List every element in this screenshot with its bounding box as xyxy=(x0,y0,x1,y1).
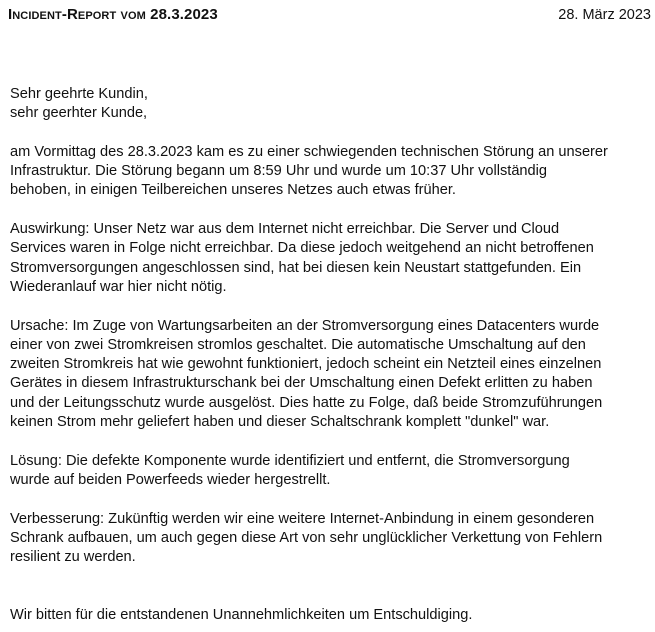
paragraph-line: Wiederanlauf war hier nicht nötig. xyxy=(10,278,227,295)
letter-body xyxy=(10,85,653,625)
paragraph-line: behoben, in einigen Teilbereichen unseres Netzes auch etwas früher. xyxy=(10,182,456,199)
paragraph-closing xyxy=(10,606,653,625)
paragraph-line: Wir bitten für die entstandenen Unannehmlichkeiten um Entschuldiging. xyxy=(10,607,473,624)
report-date: 28. März 2023 xyxy=(558,7,651,23)
paragraph-line: Infrastruktur. Die Störung begann um 8:59 Uhr und wurde um 10:37 Uhr vollständig xyxy=(10,163,548,180)
paragraph-solution xyxy=(10,452,653,491)
paragraph-line: Auswirkung: Unser Netz war aus dem Internet nicht erreichbar. Die Server und Cloud xyxy=(10,221,560,238)
report-title: Incident-Report vom 28.3.2023 xyxy=(8,6,218,23)
paragraph-line: Lösung: Die defekte Komponente wurde identifiziert und entfernt, die Stromversorgung xyxy=(10,452,570,469)
paragraph-line: zweiten Stromkreis hat wie gewohnt funktioniert, jedoch scheint ein Netzteil eines einzelnen xyxy=(10,356,602,373)
document-header xyxy=(8,6,651,30)
paragraph-line: Ursache: Im Zuge von Wartungsarbeiten an der Stromversorgung eines Datacenters wurde xyxy=(10,317,600,334)
paragraph-improvement xyxy=(10,510,653,568)
paragraph-line: Gerätes in diesem Infrastrukturschank bei der Umschaltung einen Defekt erlitten zu haben xyxy=(10,375,593,392)
paragraph-line: und der Leitungsschutz wurde ausgelöst. Dies hatte zu Folge, daß beide Stromzuführungen xyxy=(10,394,603,411)
paragraph-line: Schrank aufbauen, um auch gegen diese Art von sehr unglücklicher Verkettung von Fehlern xyxy=(10,529,603,546)
salutation-line: sehr geerhter Kunde, xyxy=(10,105,148,122)
salutation-line: Sehr geehrte Kundin, xyxy=(10,86,148,102)
salutation xyxy=(10,85,653,124)
paragraph-line: Verbesserung: Zukünftig werden wir eine weitere Internet-Anbindung in einem gesonderen xyxy=(10,510,595,527)
paragraph-line: keinen Strom mehr geliefert haben und dieser Schaltschrank komplett "dunkel" war. xyxy=(10,414,550,431)
paragraph-impact xyxy=(10,220,653,297)
paragraph-intro xyxy=(10,143,653,201)
paragraph-line: wurde auf beiden Powerfeeds wieder hergestrellt. xyxy=(10,471,331,488)
paragraph-line: resilient zu werden. xyxy=(10,549,136,566)
paragraph-line: am Vormittag des 28.3.2023 kam es zu einer schwiegenden technischen Störung an unserer xyxy=(10,143,608,160)
paragraph-line: Services waren in Folge nicht erreichbar. Da diese jedoch weitgehend an nicht betroffenen xyxy=(10,240,594,257)
paragraph-line: Stromversorgungen angeschlossen sind, hat bei diesen kein Neustart stattgefunden. Ein xyxy=(10,259,582,276)
paragraph-cause xyxy=(10,317,653,433)
paragraph-line: einer von zwei Stromkreisen stromlos geschaltet. Die automatische Umschaltung auf den xyxy=(10,336,586,353)
